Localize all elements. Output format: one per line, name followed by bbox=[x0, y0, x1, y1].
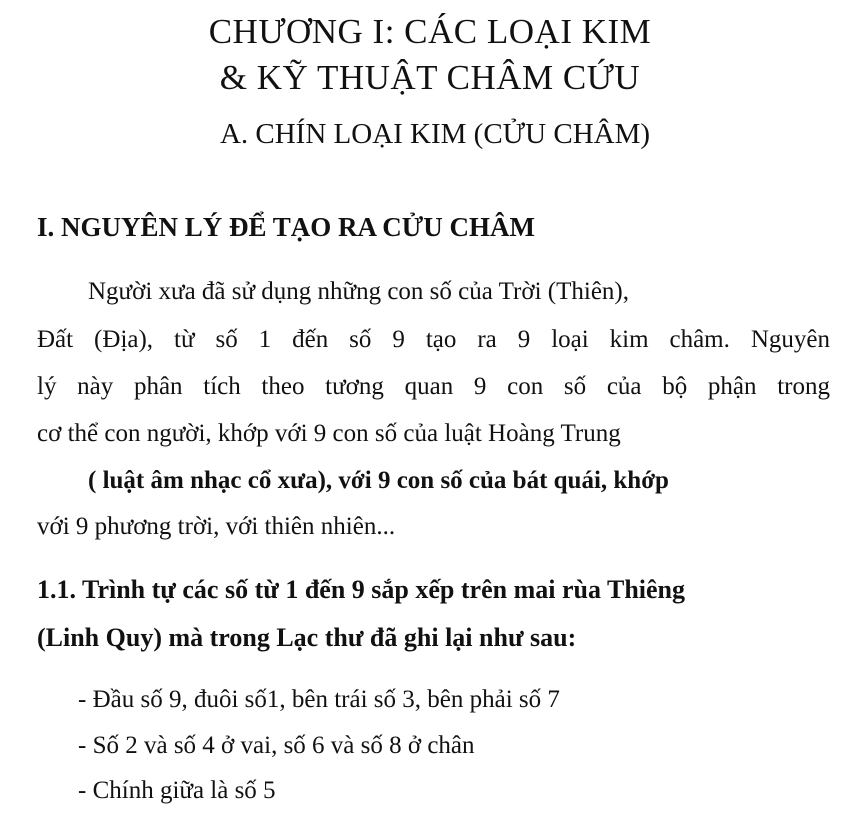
chapter-title-line-2: & KỸ THUẬT CHÂM CỨU bbox=[219, 58, 641, 97]
list-item: - Chính giữa là số 5 bbox=[78, 777, 276, 804]
subheading-line-2: (Linh Quy) mà trong Lạc thư đã ghi lại như sau: bbox=[37, 623, 577, 652]
section-title: A. CHÍN LOẠI KIM (CỬU CHÂM) bbox=[219, 118, 651, 150]
chapter-title-line-1: CHƯƠNG I: CÁC LOẠI KIM bbox=[208, 12, 652, 51]
paragraph-line-2: Đất (Địa), từ số 1 đến số 9 tạo ra 9 loại kim châm. Nguyên bbox=[37, 326, 830, 353]
paragraph-line-1: Người xưa đã sử dụng những con số của Trời (Thiên), bbox=[88, 278, 630, 305]
list-item: - Số 2 và số 4 ở vai, số 6 và số 8 ở chân bbox=[78, 732, 475, 759]
paragraph-line-4: cơ thể con người, khớp với 9 con số của luật Hoàng Trung bbox=[37, 420, 621, 447]
heading-principle: I. NGUYÊN LÝ ĐỂ TẠO RA CỬU CHÂM bbox=[37, 212, 536, 242]
list-item: - Đầu số 9, đuôi số1, bên trái số 3, bên phải số 7 bbox=[78, 686, 560, 713]
paragraph-line-3: lý này phân tích theo tương quan 9 con số của bộ phận trong bbox=[37, 373, 830, 400]
paragraph-line-5: ( luật âm nhạc cổ xưa), với 9 con số của bát quái, khớp bbox=[88, 467, 669, 494]
subheading-line-1: 1.1. Trình tự các số từ 1 đến 9 sắp xếp trên mai rùa Thiêng bbox=[37, 575, 686, 604]
paragraph-line-6: với 9 phương trời, với thiên nhiên... bbox=[37, 513, 396, 540]
